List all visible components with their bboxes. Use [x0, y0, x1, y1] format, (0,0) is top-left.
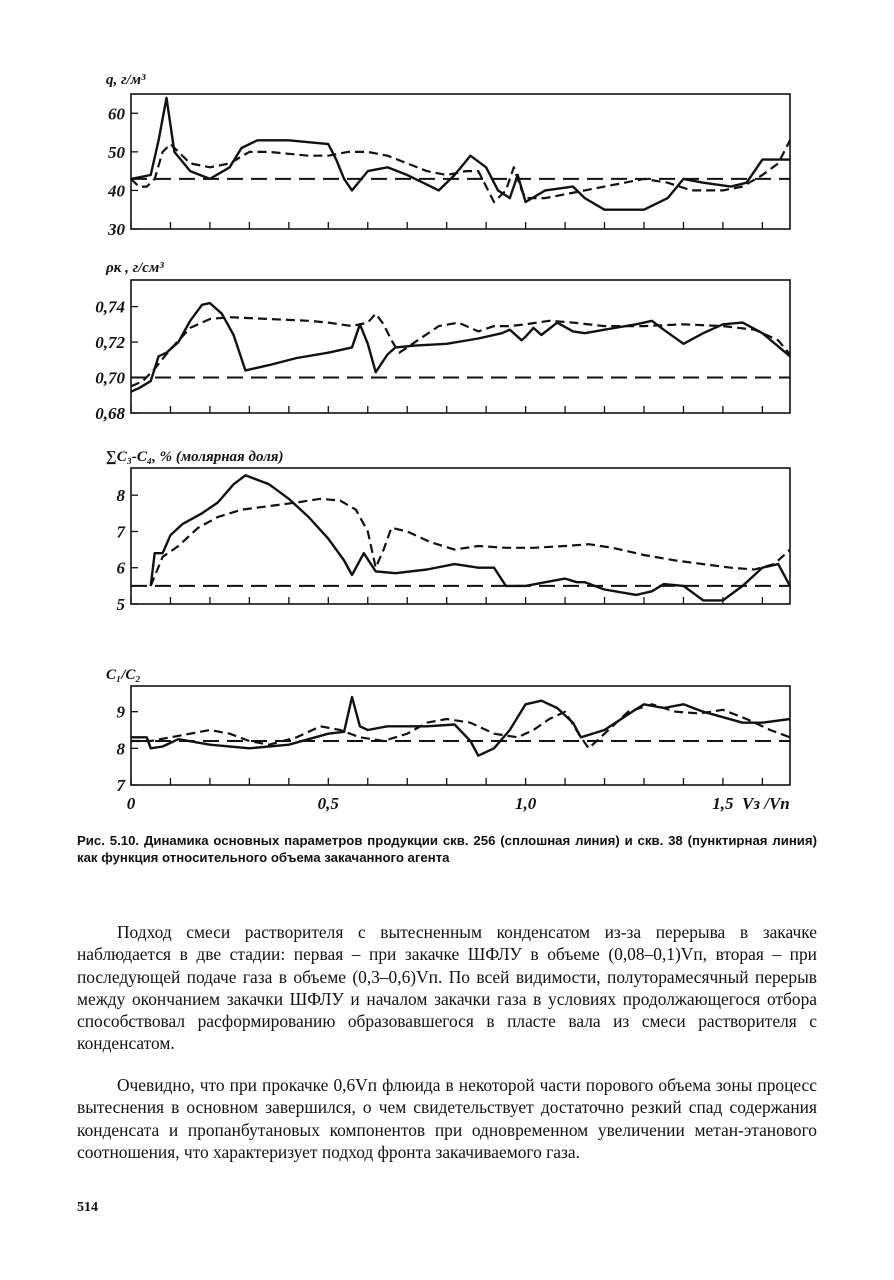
y-axis-label: ρк , г/см³ — [106, 260, 164, 276]
page-number: 514 — [77, 1200, 98, 1215]
y-tick-label: 0,72 — [95, 333, 125, 353]
series-dashed-well-38 — [151, 499, 790, 586]
figure-caption: Рис. 5.10. Динамика основных параметров продукции скв. 256 (сплошная линия) и скв. 38 (пунктирная линия) как функция относительного объема закачанного агента — [77, 833, 817, 865]
x-tick-label: 0,5 — [317, 794, 339, 813]
y-tick-label: 8 — [116, 486, 125, 506]
paragraph-1: Подход смеси растворителя с вытесненным конденсатом из-за перерыва в закачке наблюдается в две стадии: первая – при закачке ШФЛУ в объеме (0,08–0,1)Vп, вторая – при последующей подаче газа в объеме (0,3–0,6)Vп. По всей видимости, полуторамесячный перерыв между окончанием закачки ШФЛУ и началом закачки газа в условиях продолжающегося отбора способствовал расформированию образовавшегося в пласте вала из смеси растворителя с конденсатом. — [77, 922, 817, 1054]
y-axis-label: q, г/м³ — [106, 72, 146, 88]
y-axis-label: ∑C₃-C₄, % (молярная доля) — [106, 449, 284, 465]
y-tick-label: 50 — [108, 142, 125, 162]
plot-frame — [131, 686, 790, 785]
panel-2 — [95, 260, 790, 423]
panel-1 — [106, 72, 790, 239]
y-tick-label: 6 — [116, 558, 125, 578]
shared-x-axis — [127, 794, 790, 813]
series-dashed-well-38 — [131, 314, 790, 387]
x-tick-label: 1,0 — [514, 794, 537, 813]
y-tick-label: 9 — [116, 702, 125, 722]
panel-4 — [106, 667, 790, 795]
plot-frame — [131, 94, 790, 229]
paragraph-2: Очевидно, что при прокачке 0,6Vп флюида в некоторой части порового объема зоны процесс вытеснения в основном завершился, о чем свидетельствует достаточно резкий спад содержания конденсата и пропанбутановых компонентов при одновременном увеличении метан-этанового соотношения, что характеризует подход фронта закачиваемого газа. — [77, 1075, 817, 1162]
y-tick-label: 30 — [108, 220, 125, 239]
y-tick-label: 0,74 — [95, 297, 125, 317]
y-tick-label: 7 — [116, 776, 125, 795]
series-solid-well-256 — [151, 475, 790, 600]
x-tick-label: 0 — [126, 794, 136, 813]
series-solid-well-256 — [131, 697, 790, 756]
y-tick-label: 7 — [116, 522, 125, 542]
y-axis-label: C₁/C₂ — [106, 667, 141, 683]
y-tick-label: 0,70 — [95, 368, 125, 388]
plot-frame — [131, 280, 790, 413]
panel-3 — [106, 449, 790, 614]
y-tick-label: 40 — [108, 181, 125, 201]
y-tick-label: 60 — [108, 104, 125, 124]
x-axis-label: Vз /Vп — [742, 794, 790, 813]
x-tick-label: 1,5 — [712, 794, 734, 813]
y-tick-label: 0,68 — [95, 404, 125, 423]
series-dashed-well-38 — [131, 140, 790, 202]
series-solid-well-256 — [131, 98, 790, 210]
y-tick-label: 8 — [116, 739, 125, 759]
y-tick-label: 5 — [116, 595, 125, 614]
